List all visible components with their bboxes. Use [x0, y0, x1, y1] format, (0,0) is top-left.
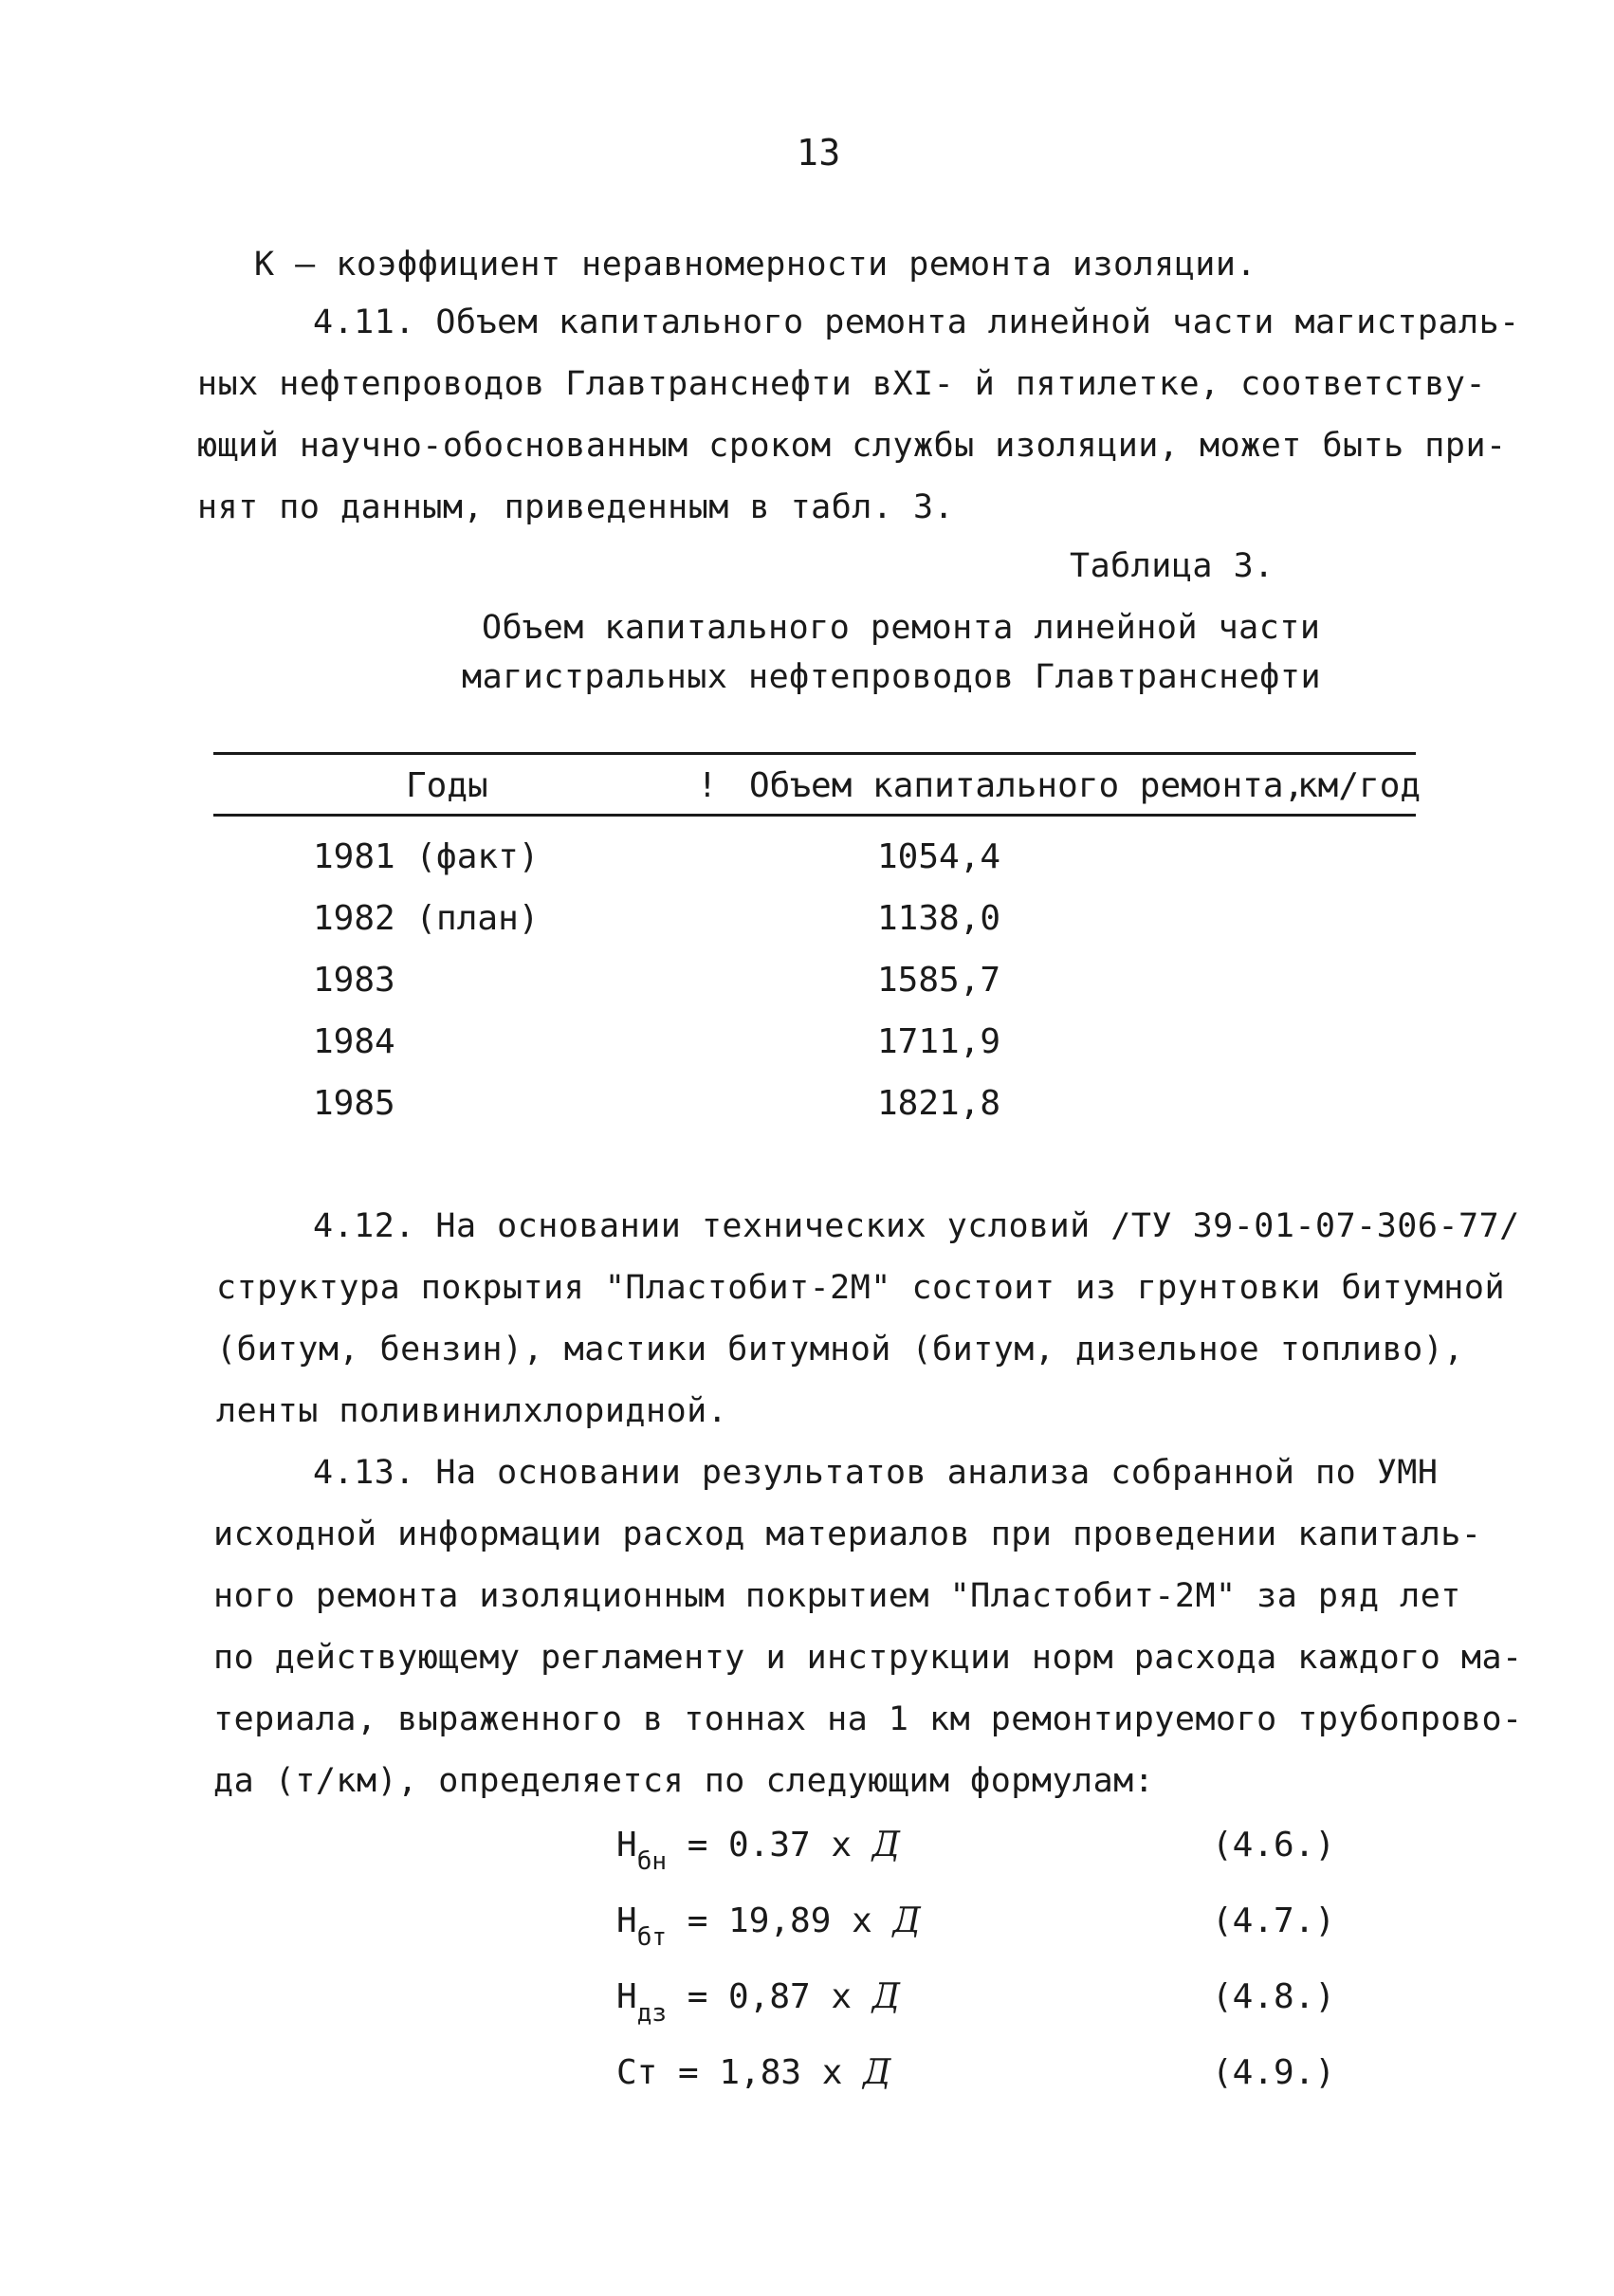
formula-subscript: дз: [636, 1999, 667, 2028]
para-4-12-line-3: (битум, бензин), мастики битумной (битум, дизельное топливо),: [216, 1331, 1464, 1368]
para-4-12-line-4: ленты поливинилхлоридной.: [216, 1392, 728, 1430]
formula-delta: Д: [892, 1901, 921, 1940]
formula-subscript: бн: [636, 1847, 667, 1876]
para-4-13-line-5: териала, выраженного в тоннах на 1 км ремонтируемого трубопрово-: [213, 1700, 1523, 1738]
table-cell-year: 1983: [313, 961, 395, 1000]
table-header-volume: Объем капитального ремонта,: [749, 766, 1305, 805]
formula-delta: Д: [871, 1826, 901, 1864]
table-title-line-2: магистральных нефтепроводов Главтранснефти: [462, 658, 1322, 696]
formula-delta: Д: [863, 2053, 891, 2092]
formula-rhs: = 19,89 x: [687, 1901, 872, 1940]
para-4-11-line-2: ных нефтепроводов Главтранснефти вXI- й пятилетке, соответству-: [197, 365, 1487, 403]
intro-line: К – коэффициент неравномерности ремонта изоляции.: [254, 246, 1257, 284]
para-4-13-line-6: да (т/км), определяется по следующим формулам:: [213, 1762, 1155, 1800]
table-cell-year: 1985: [313, 1084, 395, 1123]
table-cell-year: 1981 (факт): [313, 837, 540, 876]
formula-symbol: Ст: [616, 2053, 658, 2092]
table-cell-value: 1138,0: [877, 899, 1001, 938]
page-number: 13: [797, 132, 841, 174]
para-4-13-line-1: 4.13. На основании результатов анализа собранной по УМН: [313, 1454, 1439, 1492]
para-4-12-line-2: структура покрытия "Пластобит-2М" состоит из грунтовки битумной: [216, 1269, 1506, 1307]
para-4-12-line-1: 4.12. На основании технических условий /ТУ 39-01-07-306-77/: [313, 1207, 1520, 1245]
formula-number: (4.8.): [1212, 1977, 1336, 2016]
table-cell-value: 1585,7: [877, 961, 1001, 1000]
table-header-separator: !: [697, 766, 718, 805]
formula-number: (4.9.): [1212, 2053, 1336, 2092]
para-4-13-line-3: ного ремонта изоляционным покрытием "Пластобит-2М" за ряд лет: [213, 1577, 1461, 1615]
formula-symbol: Н: [616, 1977, 637, 2016]
table-top-rule: [213, 752, 1416, 755]
table-header-rule: [213, 814, 1416, 817]
table-header-unit: км/год: [1297, 766, 1421, 805]
table-title-line-1: Объем капитального ремонта линейной части: [482, 609, 1321, 647]
formula-4-8: [616, 1977, 901, 2028]
table-cell-value: 1711,9: [877, 1022, 1001, 1061]
formula-subscript: бт: [636, 1923, 667, 1952]
formula-symbol: Н: [616, 1826, 637, 1864]
table-header-years: Годы: [406, 766, 488, 805]
formula-rhs: = 0,87 x: [687, 1977, 853, 2016]
formula-number: (4.7.): [1212, 1901, 1336, 1940]
formula-4-6: [616, 1826, 901, 1876]
para-4-13-line-4: по действующему регламенту и инструкции норм расхода каждого ма-: [213, 1639, 1523, 1677]
para-4-11-line-3: ющий научно-обоснованным сроком службы изоляции, может быть при-: [197, 427, 1507, 465]
table-cell-value: 1821,8: [877, 1084, 1001, 1123]
formula-number: (4.6.): [1212, 1826, 1336, 1864]
formula-delta: Д: [871, 1977, 901, 2016]
para-4-13-line-2: исходной информации расход материалов при проведении капиталь-: [213, 1515, 1482, 1553]
table-label: Таблица 3.: [1070, 547, 1275, 585]
para-4-11-line-1: 4.11. Объем капитального ремонта линейной части магистраль-: [313, 303, 1520, 341]
table-cell-year: 1982 (план): [313, 899, 540, 938]
formula-4-7: [616, 1901, 921, 1952]
table-cell-value: 1054,4: [877, 837, 1001, 876]
formula-rhs: = 1,83 x: [678, 2053, 843, 2092]
formula-4-9: [616, 2053, 890, 2092]
table-cell-year: 1984: [313, 1022, 395, 1061]
para-4-11-line-4: нят по данным, приведенным в табл. 3.: [197, 488, 955, 526]
formula-symbol: Н: [616, 1901, 637, 1940]
formula-rhs: = 0.37 x: [687, 1826, 853, 1864]
